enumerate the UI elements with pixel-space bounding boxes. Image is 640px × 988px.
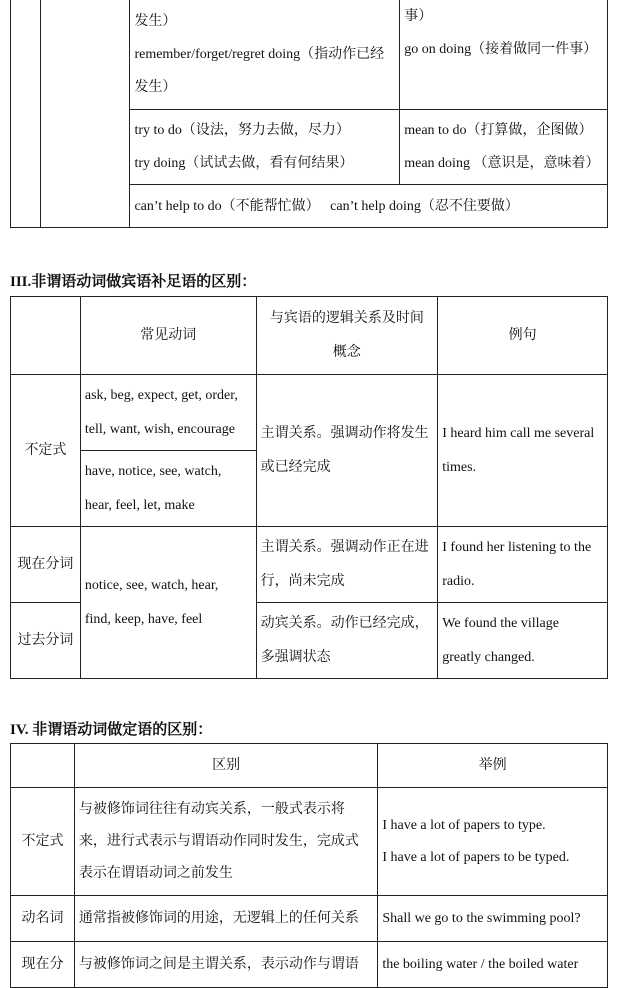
row-label: 现在分 [11,942,75,988]
header-logic-relation [256,297,438,375]
cell-line: try doing（试试去做，看有何结果） [134,156,354,171]
present-participle-label: 现在分词 [11,527,81,603]
cell-line: times. [442,459,477,475]
cell-line: Shall we go to the swimming pool? [382,910,581,926]
infinitive-example [438,375,608,527]
cell-line: 多强调状态 [260,649,331,665]
cell-lines [261,607,434,675]
present-participle-relation [256,527,438,603]
cell-line: I have a lot of papers to type. [382,817,546,833]
cant-help-cell: can’t help to do（不能帮忙做） can’t help doing（忍不住要做） [130,185,608,228]
cell-line: find, keep, have, feel [84,611,203,627]
cell-lines [442,417,603,485]
cell-line: 发生） [134,14,177,29]
infinitive-verbs-1 [80,375,256,451]
cell-lines [382,903,603,935]
present-participle-example [438,527,608,603]
empty-cell [40,0,130,228]
empty-cell [11,0,41,228]
header-common-verbs: 常见动词 [80,297,256,375]
cell-line: I found her listening to the [442,539,592,555]
object-complement-table [10,296,608,679]
cell-line: notice, see, watch, hear, [84,577,219,593]
cell-line: 与宾语的逻辑关系及时间 [269,310,424,326]
cell-lines [442,531,603,599]
header-empty-cell [11,744,75,788]
cell-lines [261,417,434,485]
row-label: 不定式 [11,788,75,896]
cell-line: go on doing（接着做同一件事） [404,42,598,57]
cell-lines [261,531,434,599]
attributive-table [10,743,608,988]
cell-line: 主谓关系。强调动作正在进 [260,539,429,555]
cell-lines [382,949,603,981]
cell-line: hear, feel, let, make [84,497,195,513]
cell-lines [85,379,252,447]
cell-line: the boiling water / the boiled water [382,956,579,972]
cell-lines [382,810,603,874]
infinitive-label: 不定式 [11,375,81,527]
header-difference: 区别 [74,744,377,788]
cell-line: ask, beg, expect, get, order, [84,387,238,403]
try-cell [130,110,400,185]
cell-line: remember/forget/regret doing（指动作已经 [134,47,385,62]
header-empty-cell [11,297,81,375]
mean-cell [400,110,608,185]
cell-line: I heard him call me several [442,425,595,441]
header-example: 例句 [438,297,608,375]
cell-lines [404,114,603,180]
past-participle-label: 过去分词 [11,603,81,679]
row-difference [74,788,377,896]
cell-line: mean doing （意识是，意味着） [404,156,600,171]
cell-line: 行，尚未完成 [260,573,345,589]
cell-lines [79,903,373,935]
cell-line: 与被修饰词之间是主谓关系，表示动作与谓语 [78,956,359,972]
cell-line: 主谓关系。强调动作将发生 [260,425,429,441]
cell-lines [134,5,395,104]
cell-line: I have a lot of papers to be typed. [382,849,570,865]
remember-forget-regret-cell [130,0,400,110]
cell-line: 事） [404,9,433,24]
row-label: 动名词 [11,896,75,942]
cell-line: have, notice, see, watch, [84,463,222,479]
cell-line: radio. [442,573,475,589]
cell-lines [85,455,252,523]
row-example [378,896,608,942]
cell-line: greatly changed. [442,649,535,665]
participle-shared-verbs [80,527,256,679]
cell-line: try to do（设法，努力去做，尽力） [134,123,350,138]
infinitive-relation [256,375,438,527]
section-4-heading: IV. 非谓语动词做定语的区别： [10,722,213,738]
row-difference [74,942,377,988]
cell-line: 动宾关系。动作已经完成， [260,615,429,631]
cell-lines [79,949,373,981]
row-difference [74,896,377,942]
cell-line: We found the village [442,615,559,631]
row-example [378,942,608,988]
cell-lines [85,569,252,637]
cell-lines [134,114,395,180]
header-examples: 举例 [378,744,608,788]
cell-line: mean to do（打算做，企图做） [404,123,593,138]
cell-line: tell, want, wish, encourage [84,421,235,437]
row-example [378,788,608,896]
cell-line: 发生） [134,80,177,95]
infinitive-verbs-2 [80,451,256,527]
cell-line: 来，进行式表示与谓语动作同时发生，完成式 [78,833,359,849]
cell-line: 概念 [332,344,361,360]
cell-lines [261,302,434,370]
cell-lines [404,0,603,66]
past-participle-relation [256,603,438,679]
cell-line: 或已经完成 [260,459,331,475]
cell-lines [442,607,603,675]
cell-line: 通常指被修饰词的用途，无逻辑上的任何关系 [78,910,359,926]
section-3-heading: III.非谓语动词做宾语补足语的区别： [10,274,257,290]
past-participle-example [438,603,608,679]
cell-line: 与被修饰词往往有动宾关系，一般式表示将 [78,801,345,817]
cell-line: 表示在谓语动词之前发生 [78,865,233,881]
usage-table-continued [10,0,608,228]
go-on-cell [400,0,608,110]
cell-lines [79,794,373,890]
